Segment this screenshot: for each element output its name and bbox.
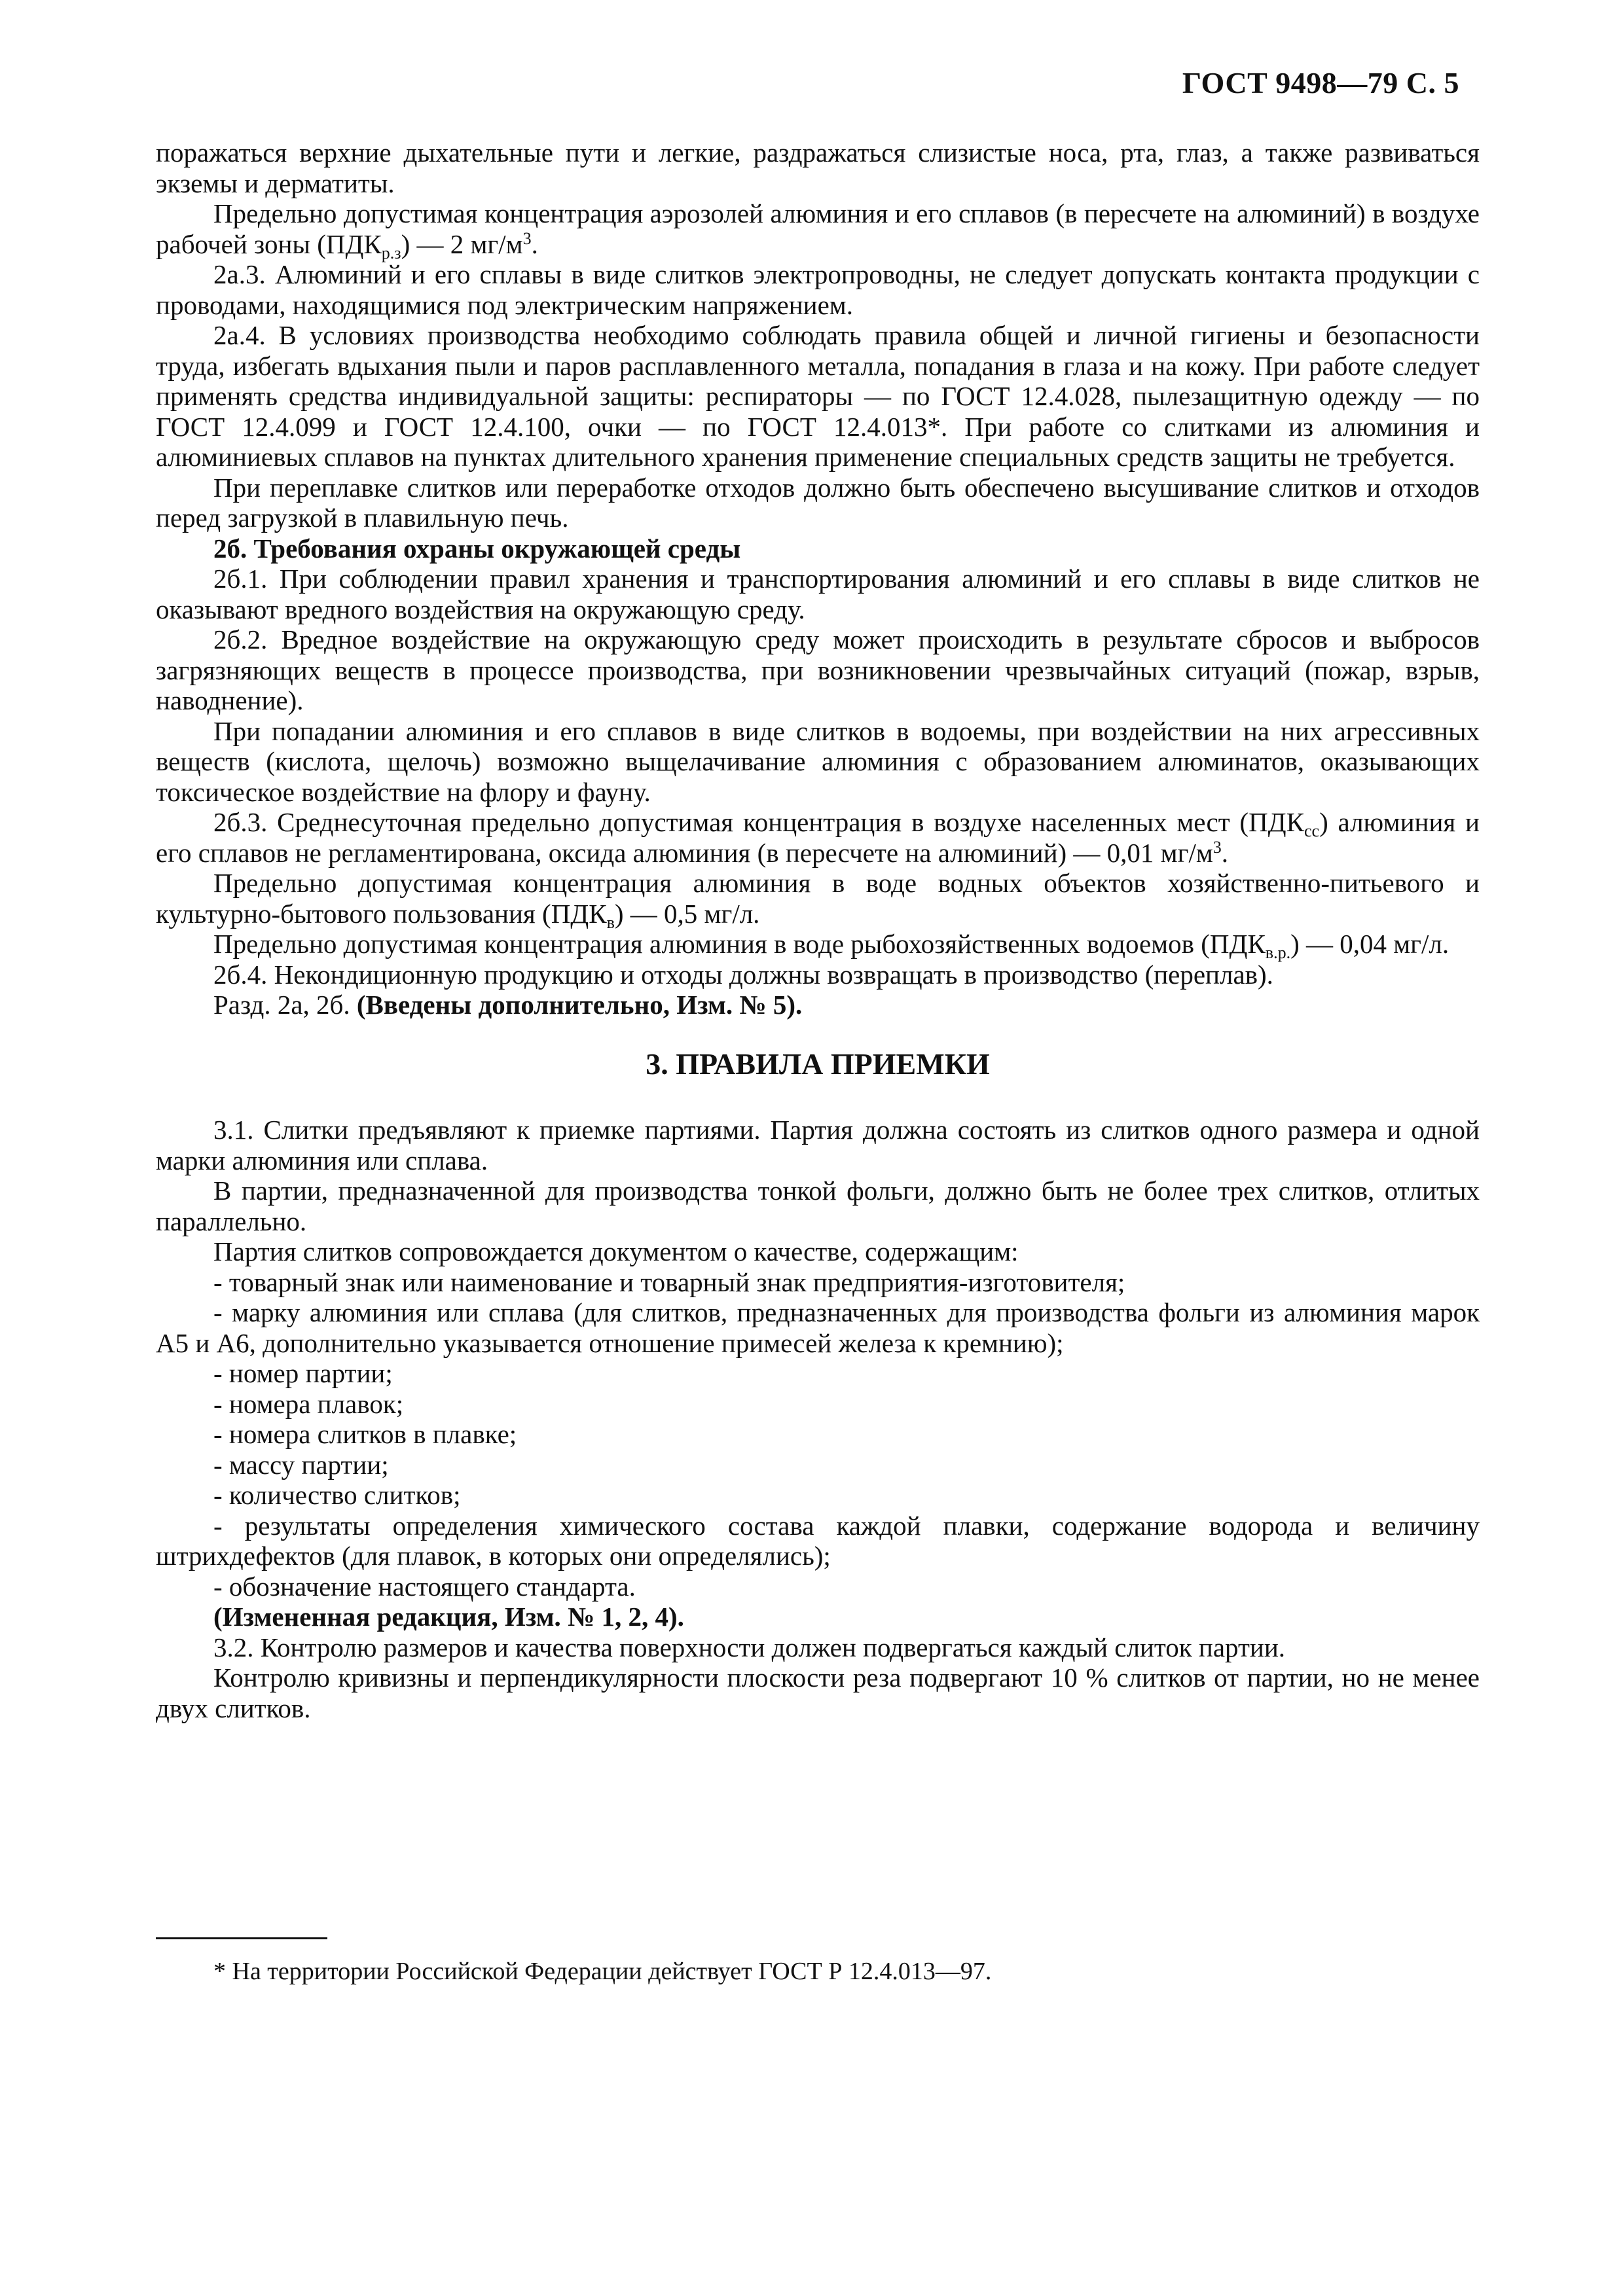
paragraph: 2б.3. Среднесуточная предельно допустимая концентрация в воздухе населенных мест $(ПДК_{сс})$ алюминия и его сплавов не регламентирована, оксида алюминия (в пересчете на алюминий) — 0,01 $мг/м^3$. bbox=[156, 807, 1480, 868]
paragraph: 3.2. Контролю размеров и качества поверхности должен подвергаться каждый слиток партии. bbox=[213, 1632, 1286, 1662]
list-item: - марку алюминия или сплава (для слитков, предназначенных для производства фольги из алюминия марок А5 и А6, дополнительно указывается отношение примесей железа к кремнию); bbox=[156, 1297, 1480, 1358]
paragraph: Партия слитков сопровождается документом о качестве, содержащим: bbox=[213, 1236, 1019, 1266]
footnote-divider bbox=[156, 1937, 327, 1939]
list-item: - номер партии; bbox=[213, 1358, 393, 1388]
paragraph: В партии, предназначенной для производства тонкой фольги, должно быть не более трех слитков, отлитых параллельно. bbox=[156, 1175, 1480, 1236]
list-item: - количество слитков; bbox=[213, 1480, 461, 1510]
list-item: - номера плавок; bbox=[213, 1388, 404, 1419]
list-item: - результаты определения химического состава каждой плавки, содержание водорода и величину штрихдефектов (для плавок, в которых они определялись); bbox=[156, 1510, 1480, 1571]
paragraph: Контролю кривизны и перпендикулярности плоскости реза подвергают 10 % слитков от партии, но не менее двух слитков. bbox=[156, 1662, 1480, 1723]
paragraph: Предельно допустимая концентрация алюминия в воде водных объектов хозяйственно-питьевого и культурно-бытового пользования $(ПДК_в)$ — 0,5 мг/л. bbox=[156, 868, 1480, 932]
paragraph: поражаться верхние дыхательные пути и легкие, раздражаться слизистые носа, рта, глаз, а также развиваться экземы и дерматиты. bbox=[156, 137, 1480, 198]
paragraph: При переплавке слитков или переработке отходов должно быть обеспечено высушивание слитков и отходов перед загрузкой в плавильную печь. bbox=[156, 472, 1480, 533]
section-heading: 3. ПРАВИЛА ПРИЕМКИ bbox=[646, 1047, 990, 1081]
document-body bbox=[156, 137, 1480, 1723]
paragraph: 2а.3. Алюминий и его сплавы в виде слитков электропроводны, не следует допускать контакта продукции с проводами, находящимися под электрическим напряжением. bbox=[156, 259, 1480, 320]
paragraph: 2б.4. Некондиционную продукцию и отходы должны возвращать в производство (переплав). bbox=[213, 959, 1273, 990]
amendment-note: (Измененная редакция, Изм. № 1, 2, 4). bbox=[213, 1602, 684, 1632]
paragraph: Предельно допустимая концентрация алюминия в воде рыбохозяйственных водоемов $(ПДК_{в.р.})$ — 0,04 мг/л. bbox=[213, 929, 1450, 962]
paragraph: 2а.4. В условиях производства необходимо соблюдать правила общей и личной гигиены и безопасности труда, избегать вдыхания пыли и паров расплавленного металла, попадания в глаза и на кожу. При работе следует применять средства индивидуальной защиты: респираторы — по ГОСТ 12.4.028, пылезащитную одежду — по ГОСТ 12.4.099 и ГОСТ 12.4.100, очки — по ГОСТ 12.4.013*. При работе со слитками из алюминия и алюминиевых сплавов на пунктах длительного хранения применение специальных средств защиты не требуется. bbox=[156, 320, 1480, 472]
paragraph: 2б.2. Вредное воздействие на окружающую среду может происходить в результате сбросов и выбросов загрязняющих веществ в процессе производства, при возникновении чрезвычайных ситуаций (пожар, взрыв, наводнение). bbox=[156, 624, 1480, 715]
list-item: - массу партии; bbox=[213, 1449, 389, 1480]
paragraph: Разд. 2а, 2б. (Введены дополнительно, Изм. № 5). bbox=[213, 990, 803, 1020]
paragraph: При попадании алюминия и его сплавов в виде слитков в водоемы, при воздействии на них агрессивных веществ (кислота, щелочь) возможно выщелачивание алюминия с образованием алюминатов, оказывающих токсическое воздействие на флору и фауну. bbox=[156, 715, 1480, 807]
list-item: - обозначение настоящего стандарта. bbox=[213, 1571, 636, 1602]
footnote: * На территории Российской Федерации действует ГОСТ Р 12.4.013—97. bbox=[213, 1958, 992, 1985]
list-item: - товарный знак или наименование и товарный знак предприятия-изготовителя; bbox=[213, 1266, 1125, 1297]
paragraph: 3.1. Слитки предъявляют к приемке партиями. Партия должна состоять из слитков одного размера и одной марки алюминия или сплава. bbox=[156, 1115, 1480, 1175]
subsection-heading: 2б. Требования охраны окружающей среды bbox=[213, 533, 741, 564]
paragraph: 2б.1. При соблюдении правил хранения и транспортирования алюминий и его сплавы в виде слитков не оказывают вредного воздействия на окружающую среду. bbox=[156, 564, 1480, 624]
list-item: - номера слитков в плавке; bbox=[213, 1419, 517, 1449]
paragraph: Предельно допустимая концентрация аэрозолей алюминия и его сплавов (в пересчете на алюминий) в воздухе рабочей зоны $(ПДК_{р.з})$ — 2 $мг/м^3$. bbox=[156, 198, 1480, 262]
page-header: ГОСТ 9498—79 С. 5 bbox=[1182, 66, 1459, 99]
